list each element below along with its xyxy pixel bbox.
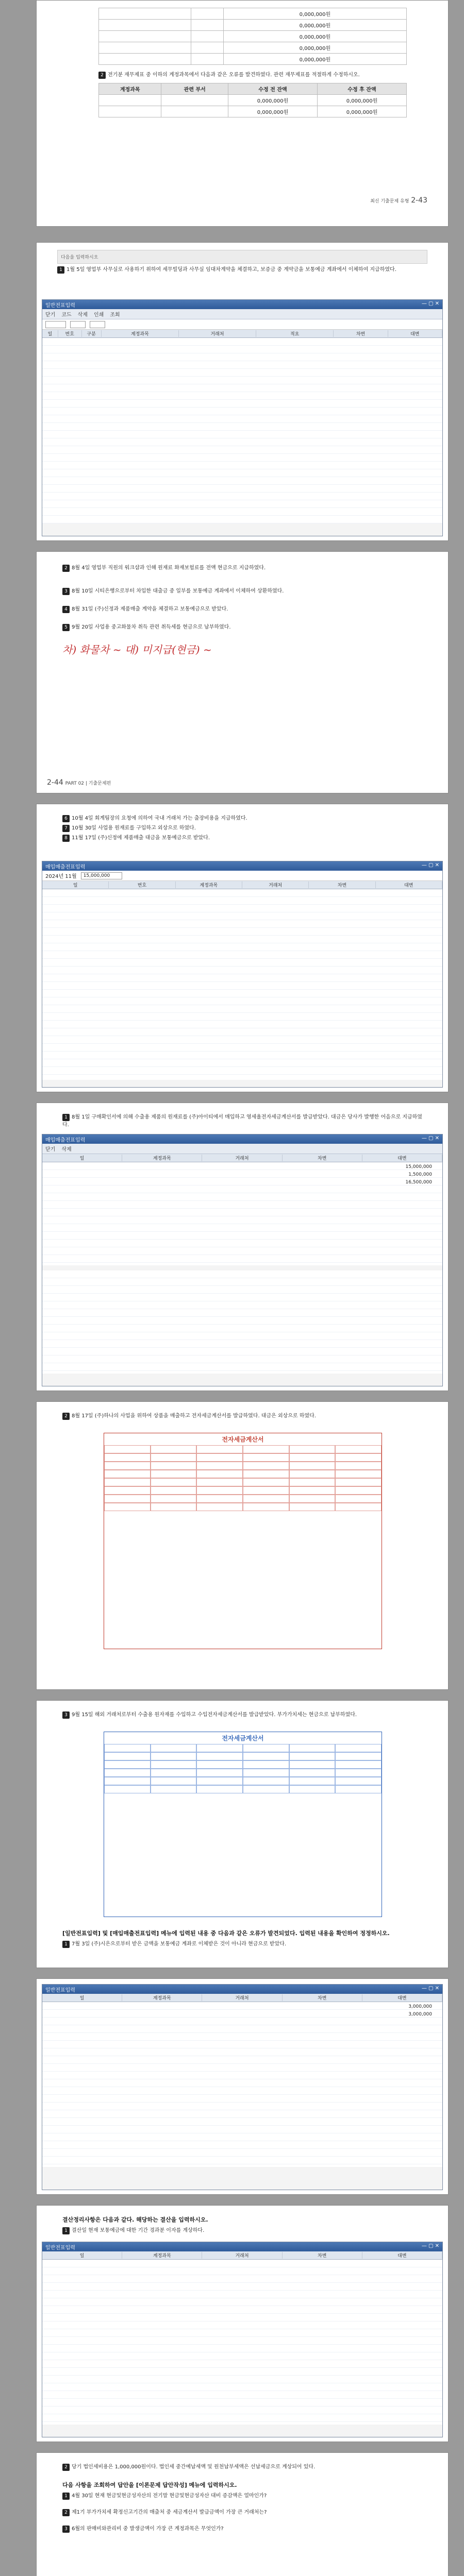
year-field[interactable] (45, 321, 66, 328)
correction-table (98, 83, 407, 117)
number-badge: 2 (62, 1413, 70, 1420)
purchase-entry-window (42, 1134, 443, 1386)
amount-cell: 16,500,000 (405, 1180, 432, 1185)
sheet-page-44 (36, 551, 449, 793)
question-text: 1 결산일 현재 보통예금에 대한 기간 경과분 이자를 계상하다. (62, 2227, 422, 2234)
code-button[interactable]: 코드 (61, 312, 72, 318)
grid-header: 일 계정과목 거래처 차변 대변 (42, 1154, 442, 1162)
question-text: 1 7월 3일 (주)시은으로부터 받은 금액을 보통예금 계좌로 이체받은 것이 아니라 현금으로 받았다. (62, 1940, 422, 1948)
sheet-q05 (36, 2205, 449, 2442)
question-text: 3 6월의 판매비와관리비 중 발생금액이 가장 큰 계정과목은 무엇인가? (62, 2525, 422, 2533)
number-badge: 2 (62, 2464, 70, 2471)
table-row: 0,000,000원 (99, 42, 407, 54)
page-number: 최신 기출문제 유형 2-43 (370, 196, 427, 205)
window-titlebar: 일반전표입력 — ▢ ✕ (42, 2242, 442, 2251)
window-titlebar: 일반전표입력 — ▢ ✕ (42, 1985, 442, 1994)
tax-invoice: 전자세금계산서 (104, 1433, 382, 1649)
window-controls-icon[interactable]: — ▢ ✕ (421, 862, 439, 868)
table-row: 0,000,000원 (99, 31, 407, 42)
filter-bar: 2024년 11월 15,000,000 (42, 871, 442, 881)
filter-bar (42, 319, 442, 330)
journal-rows[interactable] (42, 1270, 442, 1374)
number-badge: 2 (98, 72, 106, 79)
number-badge: 3 (62, 588, 70, 595)
question-text: 3 9월 15일 해외 거래처로부터 수출용 원자재를 수입하고 수입전자세금계산서를 발급받았다. 부가가치세는 현금으로 납부하였다. (62, 1711, 422, 1719)
sheet-q8 (36, 1103, 449, 1391)
tax-invoice: 전자세금계산서 (104, 1732, 382, 1917)
close-button[interactable]: 닫기 (45, 1147, 56, 1153)
search-button[interactable]: 조회 (110, 312, 120, 318)
question-text: 2 8월 17일 (주)하나의 사업을 위하여 상품을 매출하고 전자세금계산서를 발급하였다. 대금은 외상으로 하였다. (62, 1412, 422, 1420)
number-badge: 7 (62, 825, 70, 832)
delete-button[interactable]: 삭제 (77, 312, 88, 318)
grid-rows[interactable] (42, 2002, 442, 2167)
page-number: 2-44 PART 02 | 기출문제편 (47, 778, 111, 787)
table-row: 0,000,000원 0,000,000원 (99, 95, 407, 106)
question-text: 1 8월 1일 구매확인서에 의해 수출용 제품의 원재료를 (주)아이티에서 매입하고 영세율전자세금계산서를 발급받았다. 대금은 당사가 발행한 어음으로 지급하였다. (62, 1114, 422, 1128)
number-badge: 1 (57, 266, 64, 274)
window-toolbar (42, 1144, 442, 1154)
question-text: 1 4월 30일 현재 현금및현금성자산의 전기말 현금및현금성자산 대비 증감액은 얼마인가? (62, 2492, 422, 2500)
table-header: 계정과목 관련 부서 수정 전 잔액 수정 후 잔액 (99, 83, 407, 95)
question-text: 6 10월 4일 회계팀장의 요청에 의하여 국내 거래처 가는 출장비용을 지급하였다. (62, 815, 422, 822)
section-title: 결산정리사항은 다음과 같다. 해당하는 결산을 입력하시오. (62, 2216, 208, 2223)
number-badge: 2 (62, 2509, 70, 2516)
amount-cell: 3,000,000 (408, 2004, 432, 2009)
section-title: [일반전표입력] 및 [매입매출전표입력] 메뉴에 입력된 내용 중 다음과 같은 오류가 발견되었다. 입력된 내용을 확인하여 정정하시오. (62, 1930, 390, 1937)
accounting-window (42, 299, 443, 536)
purchase-sales-window (42, 861, 443, 1088)
table-row: 0,000,000원 0,000,000원 (99, 106, 407, 117)
sheet-window-4 (36, 1978, 449, 2195)
sheet-q9 (36, 1401, 449, 1690)
sheet-q06 (36, 2452, 449, 2576)
number-badge: 1 (62, 1114, 70, 1121)
question-text: 5 9월 20일 사업용 중고화물차 취득 관련 취득세를 현금으로 납부하였다. (62, 623, 422, 631)
grid-rows[interactable] (42, 1162, 442, 1265)
closing-window (42, 2242, 443, 2437)
window-titlebar: 일반전표입력 — ▢ ✕ (42, 300, 442, 309)
window-controls-icon[interactable]: — ▢ ✕ (421, 1986, 439, 1991)
handwritten-note: 차) 화물차 ~ 대) 미지급(현금) ~ (62, 643, 212, 656)
question-text: 2 제1기 부가가치세 확정신고기간의 매출처 중 세금계산서 발급금액이 가장 큰 거래처는? (62, 2509, 422, 2517)
window-toolbar (42, 309, 442, 319)
question-text: 4 8월 31일 (주)신정과 제품매출 계약을 체결하고 보통예금으로 받았다. (62, 605, 422, 613)
question-text: 2 전기분 재무제표 중 이하의 계정과목에서 다음과 같은 오류를 발견하였다. 관련 재무제표를 적절하게 수정하시오. (98, 71, 407, 79)
number-badge: 1 (62, 1941, 70, 1948)
amount-cell: 1,500,000 (408, 1172, 432, 1177)
grid-header: 일 계정과목 거래처 차변 대변 (42, 2251, 442, 2260)
number-badge: 5 (62, 624, 70, 631)
number-badge: 3 (62, 2526, 70, 2533)
sheet-page-43 (36, 0, 449, 227)
grid-header: 일 번호 계정과목 거래처 차변 대변 (42, 881, 442, 889)
print-button[interactable]: 인쇄 (93, 312, 104, 318)
question-text: 2 당기 법인세비용은 1,000,000원이다. 법인세 중간예납세액 및 원천납부세액은 선납세금으로 계상되어 있다. (62, 2463, 422, 2471)
grid-header: 일 번호 구분 계정과목 거래처 적요 차변 대변 (42, 330, 442, 338)
number-badge: 2 (62, 565, 70, 572)
sheet-q1 (36, 242, 449, 541)
window-controls-icon[interactable]: — ▢ ✕ (421, 301, 439, 307)
window-controls-icon[interactable]: — ▢ ✕ (421, 2243, 439, 2249)
grid-rows[interactable] (42, 889, 442, 1080)
table-row: 0,000,000원 (99, 54, 407, 65)
question-text: 1 1월 5일 영업부 사무실로 사용하기 위하여 세무빌딩과 사무실 임대차계약을 체결하고, 보증금 중 계약금을 보통예금 계좌에서 이체하여 지급하였다. (57, 266, 427, 274)
invoice-cells (104, 1744, 382, 1793)
question-text: 8 11월 17일 (주)신정에 제품매출 대금을 보통예금으로 받았다. (62, 834, 422, 842)
question-text: 2 8월 4일 영업부 직원의 워크샵과 인해 원재료 화재보험료를 전액 현금으로 지급하였다. (62, 564, 422, 572)
sheet-q10 (36, 1700, 449, 1968)
amount-field[interactable]: 15,000,000 (81, 872, 122, 879)
window-titlebar: 매입매출전표입력 — ▢ ✕ (42, 1134, 442, 1144)
note-box: 다음을 입력하시오 (57, 250, 427, 264)
sheet-q6 (36, 804, 449, 1092)
number-badge: 8 (62, 835, 70, 842)
table-row: 0,000,000원 (99, 20, 407, 31)
top-table (98, 8, 407, 65)
table-row: 0,000,000원 (99, 8, 407, 20)
question-text: 3 8월 10일 시티은행으로부터 차입한 대출금 중 일부를 보통예금 계좌에서 이체하여 상환하였다. (62, 587, 422, 595)
journal-window (42, 1984, 443, 2190)
grid-header: 일 계정과목 거래처 차변 대변 (42, 1994, 442, 2002)
number-badge: 4 (62, 606, 70, 613)
month-field[interactable] (70, 321, 86, 328)
number-badge: 3 (62, 1711, 70, 1719)
amount-cell: 15,000,000 (405, 1164, 432, 1170)
invoice-cells (104, 1445, 382, 1511)
grid-rows[interactable] (42, 338, 442, 523)
close-button[interactable]: 닫기 (45, 312, 56, 318)
window-titlebar: 매입매출전표입력 — ▢ ✕ (42, 861, 442, 871)
number-badge: 1 (62, 2227, 70, 2234)
day-field[interactable] (90, 321, 105, 328)
number-badge: 1 (62, 2493, 70, 2500)
grid-rows[interactable] (42, 2260, 442, 2425)
number-badge: 6 (62, 815, 70, 822)
section-title: 다음 사항을 조회하여 답안을 [이론문제 답안작성] 메뉴에 입력하시오. (62, 2482, 237, 2488)
question-text: 7 10월 30일 사업용 원재료를 구입하고 외상으로 하였다. (62, 824, 422, 832)
delete-button[interactable]: 삭제 (61, 1147, 72, 1153)
window-controls-icon[interactable]: — ▢ ✕ (421, 1136, 439, 1141)
amount-cell: 3,000,000 (408, 2012, 432, 2017)
